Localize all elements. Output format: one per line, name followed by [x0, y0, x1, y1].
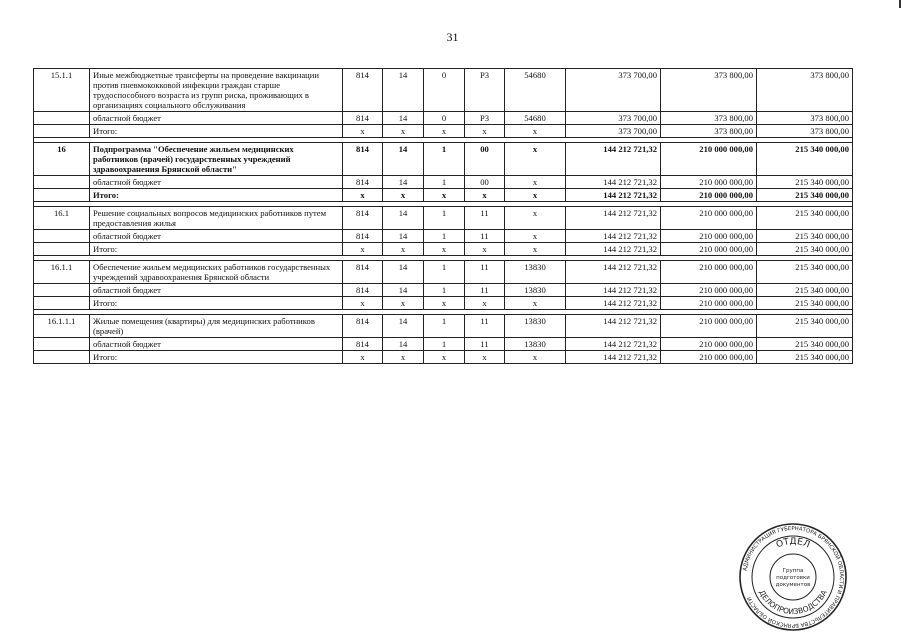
row-name: Итого: [90, 297, 343, 310]
code-om: x [465, 243, 505, 256]
code-gp: x [383, 125, 424, 138]
table-row [34, 207, 853, 230]
code-dir: x [505, 176, 566, 189]
amount-year-2: 210 000 000,00 [661, 261, 757, 284]
row-number [34, 351, 90, 364]
code-om: 00 [465, 176, 505, 189]
code-gp: 14 [383, 315, 424, 338]
row-name: Подпрограмма "Обеспечение жильем медицинских работников (врачей) государственных учреждений здравоохранения Брянской области" [90, 143, 343, 176]
code-gr: x [343, 189, 383, 202]
code-pgp: 1 [424, 261, 465, 284]
amount-year-1: 144 212 721,32 [566, 230, 661, 243]
amount-year-1: 144 212 721,32 [566, 338, 661, 351]
amount-year-2: 210 000 000,00 [661, 230, 757, 243]
amount-year-2: 210 000 000,00 [661, 176, 757, 189]
code-pgp: 0 [424, 69, 465, 112]
code-gp: x [383, 189, 424, 202]
code-dir: x [505, 230, 566, 243]
amount-year-1: 144 212 721,32 [566, 207, 661, 230]
amount-year-3: 215 340 000,00 [757, 284, 853, 297]
table-row [34, 176, 853, 189]
table-row [34, 297, 853, 310]
stamp-dept-top: ОТДЕЛ [774, 536, 812, 551]
row-name: Иные межбюджетные трансферты на проведение вакцинации против пневмококковой инфекции граждан старше трудоспособного возраста из групп риска, проживающих в организациях социального обслуживания [90, 69, 343, 112]
code-pgp: x [424, 297, 465, 310]
table-row [34, 230, 853, 243]
amount-year-3: 215 340 000,00 [757, 297, 853, 310]
code-gp: x [383, 243, 424, 256]
code-gr: 814 [343, 69, 383, 112]
amount-year-1: 373 700,00 [566, 125, 661, 138]
row-name: Жилые помещения (квартиры) для медицинских работников (врачей) [90, 315, 343, 338]
amount-year-1: 373 700,00 [566, 112, 661, 125]
code-pgp: 0 [424, 112, 465, 125]
row-name: Итого: [90, 125, 343, 138]
table-row [34, 351, 853, 364]
row-number [34, 338, 90, 351]
code-dir: 13830 [505, 261, 566, 284]
code-gp: 14 [383, 261, 424, 284]
row-name: областной бюджет [90, 338, 343, 351]
amount-year-3: 215 340 000,00 [757, 243, 853, 256]
row-name: Итого: [90, 243, 343, 256]
table-row [34, 315, 853, 338]
row-number [34, 230, 90, 243]
code-om: 11 [465, 207, 505, 230]
code-pgp: 1 [424, 207, 465, 230]
stamp-seal [738, 522, 848, 632]
code-om: P3 [465, 112, 505, 125]
amount-year-1: 144 212 721,32 [566, 351, 661, 364]
code-pgp: x [424, 243, 465, 256]
row-number [34, 176, 90, 189]
amount-year-2: 210 000 000,00 [661, 338, 757, 351]
amount-year-3: 215 340 000,00 [757, 189, 853, 202]
code-gr: 814 [343, 143, 383, 176]
code-gr: 814 [343, 338, 383, 351]
office-stamp [738, 522, 848, 632]
code-pgp: 1 [424, 143, 465, 176]
row-name: Обеспечение жильем медицинских работников государственных учреждений здравоохранения Брянской области [90, 261, 343, 284]
amount-year-2: 210 000 000,00 [661, 243, 757, 256]
row-name: Итого: [90, 189, 343, 202]
amount-year-1: 144 212 721,32 [566, 284, 661, 297]
code-om: x [465, 351, 505, 364]
code-dir: x [505, 143, 566, 176]
stamp-center-line-1: Группа [782, 568, 804, 574]
page-number: 31 [446, 30, 459, 44]
code-om: 11 [465, 284, 505, 297]
row-name: областной бюджет [90, 230, 343, 243]
row-name: областной бюджет [90, 176, 343, 189]
code-gr: x [343, 125, 383, 138]
code-gr: x [343, 351, 383, 364]
code-om: 11 [465, 230, 505, 243]
amount-year-1: 373 700,00 [566, 69, 661, 112]
row-number [34, 189, 90, 202]
code-pgp: x [424, 189, 465, 202]
code-om: x [465, 125, 505, 138]
table-row [34, 112, 853, 125]
code-om: 11 [465, 261, 505, 284]
code-pgp: 1 [424, 176, 465, 189]
code-gr: 814 [343, 112, 383, 125]
amount-year-2: 210 000 000,00 [661, 297, 757, 310]
amount-year-2: 373 800,00 [661, 125, 757, 138]
code-dir: x [505, 207, 566, 230]
stamp-dept-bottom: ДЕЛОПРОИЗВОДСТВА [757, 588, 829, 617]
code-om: 11 [465, 315, 505, 338]
row-number [34, 297, 90, 310]
code-om: x [465, 189, 505, 202]
code-gp: 14 [383, 338, 424, 351]
code-dir: 54680 [505, 112, 566, 125]
amount-year-3: 373 800,00 [757, 69, 853, 112]
table-row [34, 284, 853, 297]
budget-table-body [34, 69, 853, 364]
amount-year-3: 215 340 000,00 [757, 207, 853, 230]
code-pgp: 1 [424, 284, 465, 297]
table-row [34, 69, 853, 112]
stamp-outer-text: АДМИНИСТРАЦИЯ ГУБЕРНАТОРА БРЯНСКОЙ ОБЛАСТИ И ПРАВИТЕЛЬСТВА БРЯНСКОЙ ОБЛАСТИ [742, 525, 845, 629]
amount-year-2: 210 000 000,00 [661, 189, 757, 202]
code-gp: 14 [383, 69, 424, 112]
amount-year-1: 144 212 721,32 [566, 143, 661, 176]
row-name: областной бюджет [90, 284, 343, 297]
table-row [34, 143, 853, 176]
row-name: областной бюджет [90, 112, 343, 125]
amount-year-1: 144 212 721,32 [566, 243, 661, 256]
code-gp: 14 [383, 284, 424, 297]
code-om: 11 [465, 338, 505, 351]
code-dir: 54680 [505, 69, 566, 112]
amount-year-3: 215 340 000,00 [757, 176, 853, 189]
amount-year-3: 373 800,00 [757, 125, 853, 138]
amount-year-2: 210 000 000,00 [661, 207, 757, 230]
code-gr: 814 [343, 230, 383, 243]
code-gp: 14 [383, 176, 424, 189]
amount-year-3: 373 800,00 [757, 112, 853, 125]
amount-year-2: 373 800,00 [661, 69, 757, 112]
row-number: 16.1.1 [34, 261, 90, 284]
code-dir: x [505, 351, 566, 364]
amount-year-1: 144 212 721,32 [566, 297, 661, 310]
amount-year-1: 144 212 721,32 [566, 261, 661, 284]
code-om: 00 [465, 143, 505, 176]
amount-year-2: 210 000 000,00 [661, 284, 757, 297]
code-gr: 814 [343, 284, 383, 297]
amount-year-2: 373 800,00 [661, 112, 757, 125]
table-row [34, 243, 853, 256]
row-number: 16 [34, 143, 90, 176]
code-pgp: x [424, 125, 465, 138]
code-dir: x [505, 243, 566, 256]
amount-year-3: 215 340 000,00 [757, 338, 853, 351]
code-pgp: 1 [424, 315, 465, 338]
amount-year-2: 210 000 000,00 [661, 143, 757, 176]
code-gp: 14 [383, 112, 424, 125]
amount-year-3: 215 340 000,00 [757, 261, 853, 284]
code-gp: 14 [383, 143, 424, 176]
amount-year-1: 144 212 721,32 [566, 176, 661, 189]
table-row [34, 189, 853, 202]
amount-year-3: 215 340 000,00 [757, 315, 853, 338]
table-row [34, 125, 853, 138]
amount-year-1: 144 212 721,32 [566, 315, 661, 338]
code-dir: x [505, 297, 566, 310]
code-gr: 814 [343, 207, 383, 230]
stamp-center-line-2: подготовки [776, 575, 810, 581]
amount-year-2: 210 000 000,00 [661, 351, 757, 364]
code-pgp: 1 [424, 338, 465, 351]
code-pgp: 1 [424, 230, 465, 243]
amount-year-2: 210 000 000,00 [661, 315, 757, 338]
row-number [34, 284, 90, 297]
code-om: P3 [465, 69, 505, 112]
amount-year-3: 215 340 000,00 [757, 351, 853, 364]
code-gr: x [343, 243, 383, 256]
amount-year-1: 144 212 721,32 [566, 189, 661, 202]
code-dir: 13830 [505, 338, 566, 351]
code-gr: 814 [343, 261, 383, 284]
row-number: 16.1 [34, 207, 90, 230]
row-number [34, 112, 90, 125]
code-gp: 14 [383, 230, 424, 243]
code-gr: x [343, 297, 383, 310]
row-number [34, 243, 90, 256]
row-number [34, 125, 90, 138]
stamp-center-line-3: документов [775, 582, 811, 588]
code-dir: x [505, 125, 566, 138]
code-gr: 814 [343, 176, 383, 189]
amount-year-3: 215 340 000,00 [757, 230, 853, 243]
code-dir: 13830 [505, 284, 566, 297]
code-pgp: x [424, 351, 465, 364]
budget-table [33, 68, 853, 364]
code-gp: 14 [383, 207, 424, 230]
row-name: Решение социальных вопросов медицинских работников путем предоставления жилья [90, 207, 343, 230]
code-om: x [465, 297, 505, 310]
row-number: 15.1.1 [34, 69, 90, 112]
code-dir: x [505, 189, 566, 202]
table-row [34, 338, 853, 351]
table-row [34, 261, 853, 284]
amount-year-3: 215 340 000,00 [757, 143, 853, 176]
code-gr: 814 [343, 315, 383, 338]
code-gp: x [383, 297, 424, 310]
code-dir: 13830 [505, 315, 566, 338]
row-name: Итого: [90, 351, 343, 364]
page-edge-mark [899, 0, 901, 8]
row-number: 16.1.1.1 [34, 315, 90, 338]
code-gp: x [383, 351, 424, 364]
